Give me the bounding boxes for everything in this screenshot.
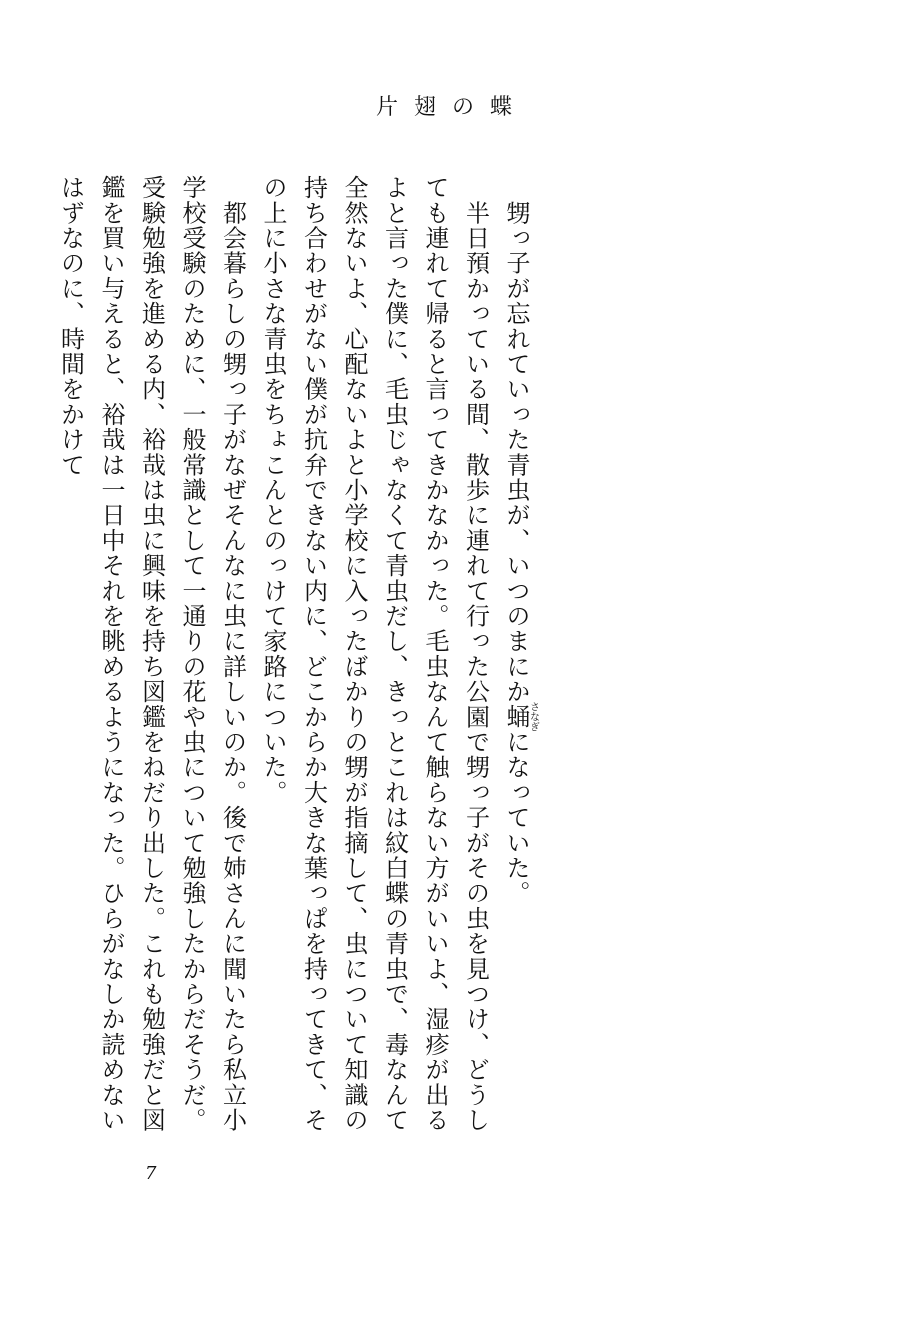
paragraph-1-text-b: になっていた。 (502, 729, 530, 906)
body-text (50, 175, 538, 1135)
running-title: 片翅の蝶 (375, 95, 528, 120)
paragraph-1-text-a: 甥っ子が忘れていった青虫が、いつのまにか (502, 175, 530, 705)
paragraph-2: 半日預かっている間、散歩に連れて行った公園で甥っ子がその虫を見つけ、どうしても連れて帰ると言ってきかなかった。毛虫なんて触らない方がいいよ、湿疹が出るよと言った僕に、毛虫じゃなくて青虫だし、きっとこれは紋白蝶の青虫で、毒なんて全然ないよ、心配ないよと小学校に入ったばかりの甥が指摘して、虫について知識の持ち合わせがない僕が抗弁できない内に、どこからか大きな葉っぱを持ってきて、その上に小さな青虫をちょこんとのっけて家路についた。 (259, 175, 490, 1133)
paragraph-1 (496, 175, 539, 1135)
paragraph-3: 都会暮らしの甥っ子がなぜそんなに虫に詳しいのか。後で姉さんに聞いたら私立小学校受験のために、一般常識として一通りの花や虫について勉強したからだそうだ。受験勉強を進める内、裕哉は虫に興味を持ち図鑑をねだり出した。これも勉強だと図鑑を買い与えると、裕哉は一日中それを眺めるようになった。ひらがなしか読めないはずなのに、時間をかけて (56, 175, 247, 1133)
furigana-sanagi (502, 701, 539, 732)
page-number: 7 (145, 1163, 157, 1184)
ruby-base: 蛹 (502, 701, 530, 732)
ruby-reading: さなぎ (527, 701, 539, 732)
